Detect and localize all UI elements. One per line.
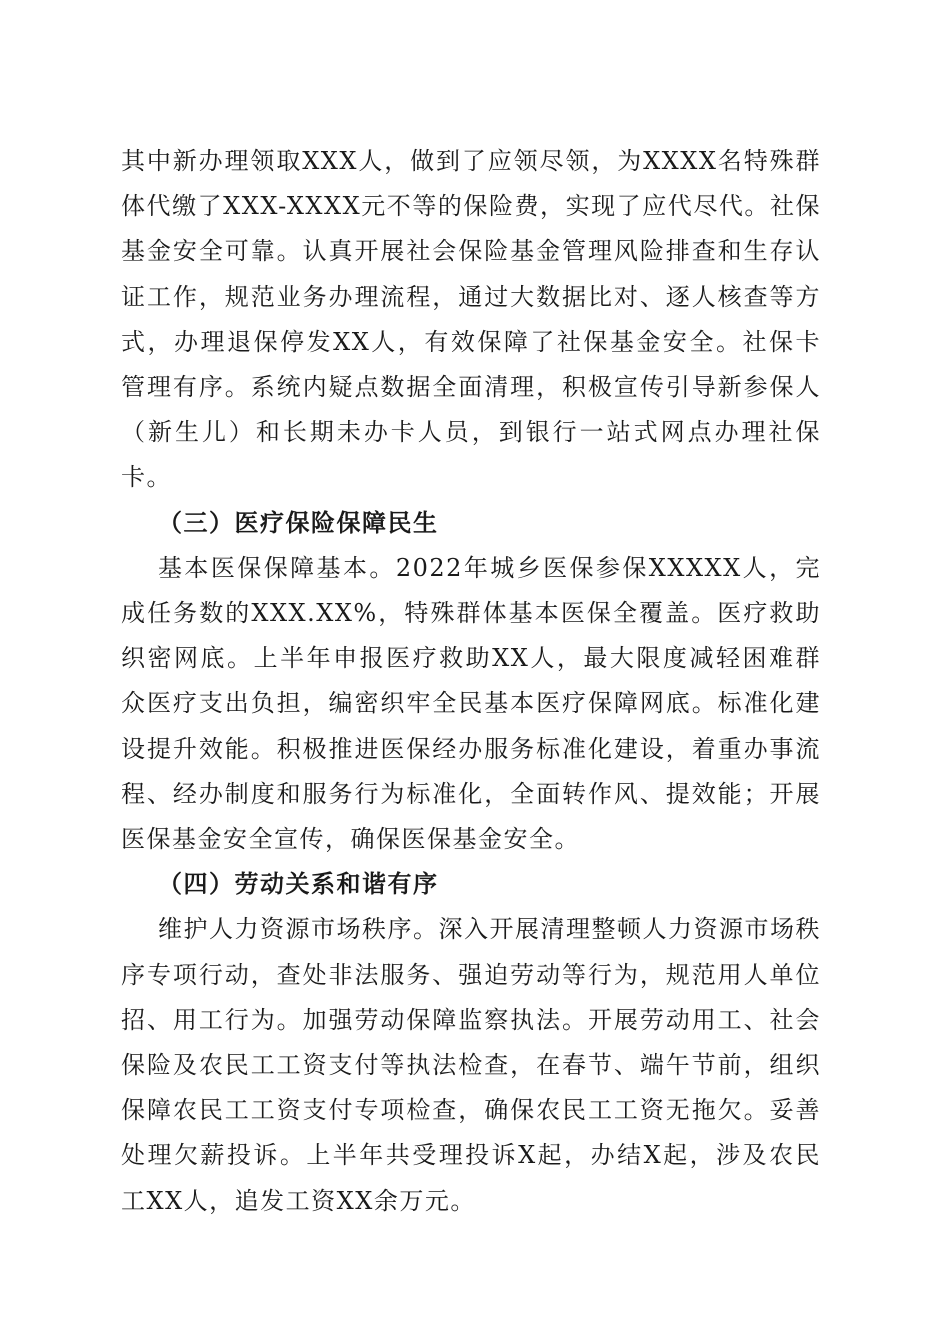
paragraph-social-security-continued: 其中新办理领取XXX人，做到了应领尽领，为XXXX名特殊群体代缴了XXX-XXXX元不等的保险费，实现了应代尽代。社保基金安全可靠。认真开展社会保险基金管理风险排查和生存认证工作，规范业务办理流程，通过大数据比对、逐人核查等方式，办理退保停发XX人，有效保障了社保基金安全。社保卡管理有序。系统内疑点数据全面清理，积极宣传引导新参保人（新生儿）和长期未办卡人员，到银行一站式网点办理社保卡。 [121, 147, 821, 492]
section-heading-medical-insurance: （三）医疗保险保障民生 [158, 508, 439, 537]
document-body [121, 139, 821, 1224]
paragraph-labor-relations: 维护人力资源市场秩序。深入开展清理整顿人力资源市场秩序专项行动，查处非法服务、强迫劳动等行为，规范用人单位招、用工行为。加强劳动保障监察执法。开展劳动用工、社会保险及农民工工资支付等执法检查，在春节、端午节前，组织保障农民工工资支付专项检查，确保农民工工资无拖欠。妥善处理欠薪投诉。上半年共受理投诉X起，办结X起，涉及农民工XX人，追发工资XX余万元。 [121, 915, 821, 1215]
paragraph-medical-insurance: 基本医保保障基本。2022年城乡医保参保XXXXX人，完成任务数的XXX.XX%，特殊群体基本医保全覆盖。医疗救助织密网底。上半年申报医疗救助XX人，最大限度减轻困难群众医疗支出负担，编密织牢全民基本医疗保障网底。标准化建设提升效能。积极推进医保经办服务标准化建设，着重办事流程、经办制度和服务行为标准化，全面转作风、提效能；开展医保基金安全宣传，确保医保基金安全。 [121, 553, 821, 854]
section-heading-labor-relations: （四）劳动关系和谐有序 [158, 870, 439, 899]
